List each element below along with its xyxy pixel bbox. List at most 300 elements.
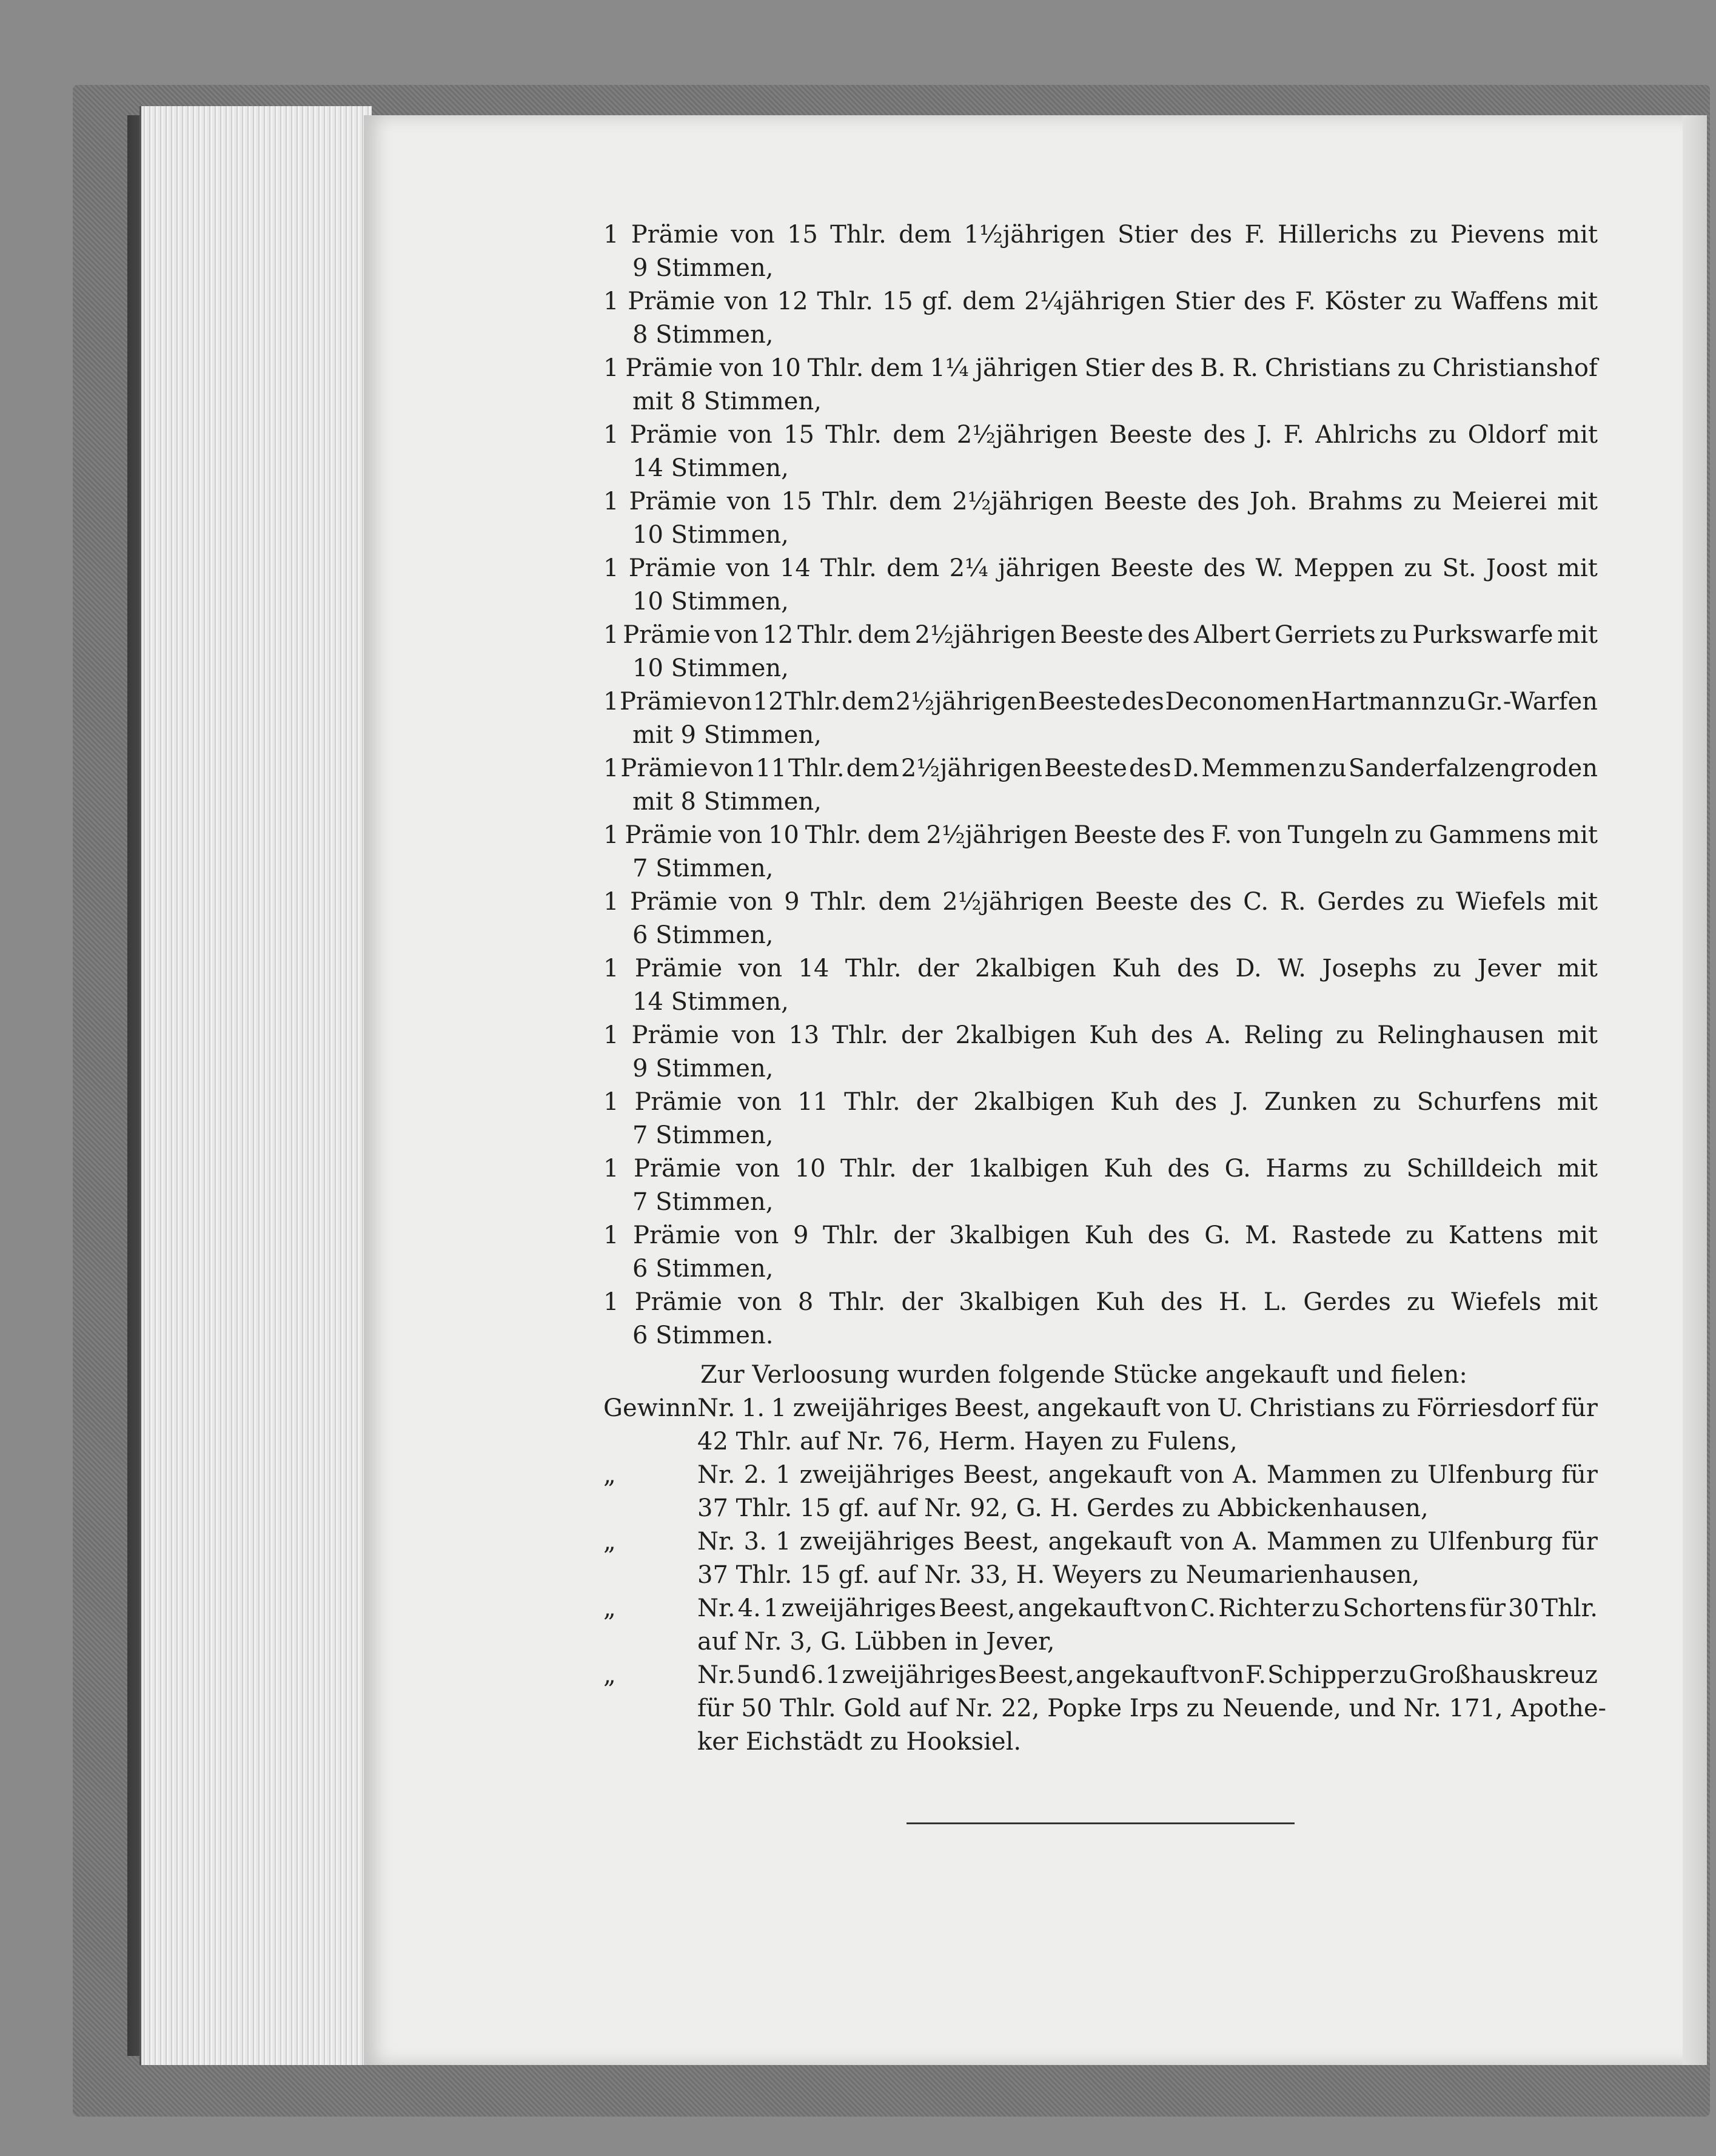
award-votes: mit 9 Stimmen, xyxy=(632,721,822,749)
award-word: mit xyxy=(1557,1088,1598,1116)
prize-word: A. xyxy=(1233,1461,1258,1489)
award-word: 1 xyxy=(603,1021,619,1049)
award-word: von xyxy=(724,287,768,315)
award-word: Prämie xyxy=(634,1088,722,1116)
award-word: des xyxy=(1147,621,1190,649)
award-entry xyxy=(603,352,1598,418)
prize-word: Ulfenburg xyxy=(1427,1528,1553,1556)
award-word: Thlr. xyxy=(845,955,902,982)
award-word: 1 xyxy=(603,888,619,916)
award-word: Reling xyxy=(1244,1021,1324,1049)
award-word: Prämie xyxy=(628,554,716,582)
award-word: J. xyxy=(1256,421,1273,449)
award-word: zu xyxy=(1394,821,1423,849)
award-entry xyxy=(603,218,1598,285)
award-line xyxy=(603,1019,1598,1052)
prize-word: für xyxy=(1561,1461,1598,1489)
award-word: Beeste xyxy=(1095,888,1179,916)
award-word: Thlr. xyxy=(820,554,877,582)
award-word: Kuh xyxy=(1096,1288,1145,1316)
award-word: Prämie xyxy=(625,821,712,849)
award-word: Albert xyxy=(1193,621,1271,649)
prize-word: von xyxy=(1180,1461,1224,1489)
award-word: Meppen xyxy=(1293,554,1395,582)
page-edge xyxy=(1683,115,1707,2065)
prize-word: Beest, xyxy=(963,1461,1040,1489)
award-word: 1 xyxy=(603,1221,619,1249)
award-word: 9 xyxy=(793,1221,809,1249)
award-word: 2½jährigen xyxy=(914,621,1056,649)
prize-word: 1 xyxy=(776,1528,791,1556)
award-word: Christianshof xyxy=(1432,354,1598,382)
award-word: Thlr. xyxy=(829,1288,886,1316)
prize-winner: auf Nr. 3, G. Lübben in Jever, xyxy=(697,1628,1055,1656)
prize-word: Beest, xyxy=(963,1528,1040,1556)
award-entry xyxy=(603,1152,1598,1219)
award-word: J. xyxy=(1233,1088,1248,1116)
award-word: Beeste xyxy=(1037,688,1121,716)
prize-description xyxy=(697,1525,1598,1559)
award-word: zu xyxy=(1318,754,1347,782)
award-word: Sanderfalzengroden xyxy=(1348,754,1598,782)
prize-word: 5 xyxy=(736,1661,752,1689)
prize-word: von xyxy=(1167,1394,1211,1422)
award-word: 2kalbigen xyxy=(973,1088,1094,1116)
award-word: 1 xyxy=(603,688,619,716)
award-word: von xyxy=(714,621,759,649)
award-word: Prämie xyxy=(625,354,713,382)
award-word: Hartmann xyxy=(1311,688,1437,716)
award-word: dem xyxy=(962,287,1016,315)
prize-word: 1 xyxy=(771,1394,787,1422)
award-word: 1 xyxy=(603,955,619,982)
award-votes: 6 Stimmen, xyxy=(632,1255,774,1283)
award-word: Prämie xyxy=(628,287,716,315)
award-word: des xyxy=(1197,488,1240,515)
prize-line xyxy=(603,1459,1598,1492)
award-word: 14 xyxy=(798,955,830,982)
award-word: zu xyxy=(1413,287,1443,315)
award-votes: 10 Stimmen, xyxy=(632,521,789,549)
prize-word: Schortens xyxy=(1342,1594,1467,1622)
award-word: B. xyxy=(1200,354,1226,382)
award-word: Prämie xyxy=(619,688,708,716)
award-line xyxy=(603,619,1598,652)
award-word: zu xyxy=(1433,955,1461,982)
prize-word: Richter xyxy=(1218,1594,1310,1622)
award-word: 1 xyxy=(603,221,619,249)
award-word: Stier xyxy=(1084,354,1145,382)
award-word: 2½jährigen xyxy=(952,488,1094,515)
award-word: 1 xyxy=(603,287,619,315)
prize-word: angekauft xyxy=(1037,1394,1161,1422)
award-word: 9 xyxy=(784,888,800,916)
award-word: des xyxy=(1177,955,1219,982)
award-word: des xyxy=(1122,688,1164,716)
award-word: mit xyxy=(1557,287,1598,315)
prize-word: 4. xyxy=(737,1594,761,1622)
prize-word: Nr. xyxy=(697,1528,736,1556)
award-line xyxy=(603,819,1598,852)
award-word: Joost xyxy=(1486,554,1547,582)
award-word: M. xyxy=(1245,1221,1278,1249)
prize-label: „ xyxy=(603,1594,616,1622)
prize-word: 30 xyxy=(1508,1594,1540,1622)
award-word: Brahms xyxy=(1307,488,1403,515)
award-word: des xyxy=(1128,754,1171,782)
award-word: Jever xyxy=(1477,955,1541,982)
prize-word: zweijähriges xyxy=(793,1394,948,1422)
award-word: 2kalbigen xyxy=(974,955,1096,982)
award-entry xyxy=(603,1019,1598,1086)
award-word: von xyxy=(734,1221,779,1249)
prize-word: und xyxy=(752,1661,800,1689)
prize-word: Ulfenburg xyxy=(1427,1461,1553,1489)
award-word: 3kalbigen xyxy=(949,1221,1071,1249)
award-line xyxy=(603,352,1598,385)
award-word: Thlr. xyxy=(822,488,879,515)
award-word: 1 xyxy=(603,421,619,449)
award-word: Beeste xyxy=(1104,488,1187,515)
prize-word: Beest, xyxy=(997,1661,1074,1689)
award-word: H. xyxy=(1218,1288,1248,1316)
award-word: mit xyxy=(1557,888,1598,916)
prize-word: zu xyxy=(1379,1661,1408,1689)
award-word: 1 xyxy=(603,821,619,849)
award-entry xyxy=(603,1086,1598,1152)
award-word: 1 xyxy=(603,1088,619,1116)
award-word: F. xyxy=(1211,821,1232,849)
award-line xyxy=(603,285,1598,318)
award-word: F. xyxy=(1283,421,1304,449)
award-word: jährigen xyxy=(998,554,1101,582)
prize-description xyxy=(697,1659,1598,1692)
award-word: W. xyxy=(1255,554,1284,582)
award-votes: 7 Stimmen, xyxy=(632,1188,774,1216)
award-word: der xyxy=(901,1021,943,1049)
award-word: 2½jährigen xyxy=(900,754,1042,782)
award-word: Thlr. xyxy=(830,221,886,249)
award-word: der xyxy=(911,1155,953,1183)
award-word: Thlr. xyxy=(797,621,854,649)
prize-winner: 37 Thlr. 15 gf. auf Nr. 33, H. Weyers zu Neumarienhausen, xyxy=(697,1561,1420,1589)
prize-label: „ xyxy=(603,1461,616,1489)
prize-description xyxy=(697,1592,1598,1625)
award-word: Kattens xyxy=(1448,1221,1543,1249)
award-word: Thlr. xyxy=(832,1021,888,1049)
award-line xyxy=(603,1286,1598,1319)
prize-word: Christians xyxy=(1249,1394,1376,1422)
award-word: Stier xyxy=(1175,287,1235,315)
award-word: 2½jährigen xyxy=(942,888,1084,916)
page-stack-edge xyxy=(139,106,372,2065)
award-line xyxy=(603,1219,1598,1252)
award-word: mit xyxy=(1557,1021,1598,1049)
award-word: dem xyxy=(870,354,923,382)
award-word: jährigen xyxy=(975,354,1078,382)
award-word: Schilldeich xyxy=(1406,1155,1543,1183)
award-votes: 14 Stimmen, xyxy=(632,454,789,482)
prize-word: 1. xyxy=(741,1394,765,1422)
prize-winner-cont: ker Eichstädt zu Hooksiel. xyxy=(697,1728,1022,1756)
award-word: Beeste xyxy=(1073,821,1157,849)
award-word: 1 xyxy=(603,488,619,515)
award-word: zu xyxy=(1363,1155,1392,1183)
award-word: Thlr. xyxy=(823,1221,879,1249)
award-line xyxy=(603,218,1598,252)
award-word: der xyxy=(901,1288,943,1316)
award-word: Beeste xyxy=(1060,621,1144,649)
award-word: Meierei xyxy=(1452,488,1547,515)
award-word: Kuh xyxy=(1089,1021,1138,1049)
award-word: Rastede xyxy=(1292,1221,1392,1249)
award-word: 3kalbigen xyxy=(959,1288,1080,1316)
award-word: Relinghausen xyxy=(1377,1021,1545,1049)
prize-word: C. xyxy=(1190,1594,1216,1622)
award-word: von xyxy=(736,1155,780,1183)
prize-list xyxy=(603,1392,1607,1759)
award-word: 1 xyxy=(603,354,619,382)
award-word: von xyxy=(731,221,775,249)
award-word: von xyxy=(726,554,770,582)
lottery-heading: Zur Verloosung wurden folgende Stücke angekauft und fielen: xyxy=(700,1361,1467,1389)
award-word: 1¼ xyxy=(930,354,969,382)
award-word: L. xyxy=(1263,1288,1288,1316)
prize-word: für xyxy=(1561,1394,1598,1422)
award-word: mit xyxy=(1557,421,1598,449)
award-word: Thlr. xyxy=(807,354,864,382)
award-word: dem xyxy=(857,621,911,649)
award-word: des xyxy=(1190,221,1233,249)
award-entry xyxy=(603,752,1598,819)
award-word: zu xyxy=(1397,354,1426,382)
award-entry xyxy=(603,685,1598,752)
prize-word: 1 xyxy=(763,1594,779,1622)
award-word: Beeste xyxy=(1109,421,1193,449)
award-word: des xyxy=(1160,1288,1203,1316)
award-word: mit xyxy=(1557,621,1598,649)
award-word: des xyxy=(1162,821,1205,849)
prize-word: angekauft xyxy=(1048,1528,1172,1556)
award-word: dem xyxy=(899,221,952,249)
award-word: mit xyxy=(1557,821,1598,849)
award-word: Thlr. xyxy=(817,287,874,315)
prize-word: A. xyxy=(1233,1528,1258,1556)
award-word: Thlr. xyxy=(811,888,867,916)
award-word: Kuh xyxy=(1110,1088,1159,1116)
award-word: von xyxy=(738,1288,782,1316)
award-word: des xyxy=(1203,421,1246,449)
award-word: Prämie xyxy=(633,1221,721,1249)
award-word: Stier xyxy=(1118,221,1178,249)
award-word: Beeste xyxy=(1044,754,1127,782)
closing-rule xyxy=(907,1822,1295,1824)
award-word: der xyxy=(916,1088,958,1116)
award-word: mit xyxy=(1557,488,1598,515)
award-list xyxy=(603,218,1598,1352)
award-word: Prämie xyxy=(633,1155,722,1183)
award-entry xyxy=(603,285,1598,352)
prize-word: zweijähriges xyxy=(799,1461,955,1489)
prize-entry xyxy=(603,1392,1598,1459)
award-word: Thlr. xyxy=(825,421,882,449)
prize-description xyxy=(697,1459,1598,1492)
prize-word: zweijähriges xyxy=(842,1661,997,1689)
award-word: mit xyxy=(1557,554,1598,582)
award-word: 12 xyxy=(762,621,794,649)
prize-word: für xyxy=(1561,1528,1598,1556)
award-word: R. xyxy=(1232,354,1258,382)
award-word: Prämie xyxy=(634,1288,722,1316)
award-word: 1½jährigen xyxy=(964,221,1105,249)
award-votes: 8 Stimmen, xyxy=(632,321,774,349)
award-word: 15 xyxy=(783,421,814,449)
award-word: Gerdes xyxy=(1303,1288,1391,1316)
award-word: W. xyxy=(1278,955,1307,982)
award-word: des xyxy=(1167,1155,1210,1183)
award-word: des xyxy=(1151,354,1194,382)
award-word: 1kalbigen xyxy=(968,1155,1089,1183)
award-word: G. xyxy=(1224,1155,1251,1183)
award-word: Tungeln xyxy=(1287,821,1389,849)
award-line xyxy=(603,418,1598,452)
award-word: zu xyxy=(1404,554,1433,582)
award-entry xyxy=(603,418,1598,485)
award-word: 2½jährigen xyxy=(895,688,1037,716)
prize-word: F. xyxy=(1245,1661,1267,1689)
award-word: Harms xyxy=(1265,1155,1349,1183)
award-word: von xyxy=(1238,821,1282,849)
award-word: Gr.-Warfen xyxy=(1467,688,1598,716)
award-word: Pievens xyxy=(1450,221,1545,249)
award-word: mit xyxy=(1557,1155,1598,1183)
award-word: der xyxy=(893,1221,935,1249)
award-word: Waffens xyxy=(1451,287,1549,315)
award-entry xyxy=(603,552,1598,619)
prize-word: angekauft xyxy=(1017,1594,1142,1622)
award-word: Kuh xyxy=(1084,1221,1134,1249)
award-word: Gerdes xyxy=(1317,888,1405,916)
prize-word: von xyxy=(1200,1661,1244,1689)
award-word: F. xyxy=(1295,287,1316,315)
award-word: 11 xyxy=(756,754,786,782)
award-word: zu xyxy=(1428,421,1457,449)
award-word: 1 xyxy=(603,754,619,782)
award-word: 1 xyxy=(603,1155,619,1183)
award-word: von xyxy=(709,754,754,782)
award-word: 10 xyxy=(794,1155,826,1183)
award-word: 10 xyxy=(768,821,799,849)
award-word: Köster xyxy=(1324,287,1405,315)
award-word: Prämie xyxy=(629,421,718,449)
award-word: des xyxy=(1189,888,1232,916)
award-entry xyxy=(603,485,1598,552)
award-line xyxy=(603,552,1598,585)
prize-word: Nr. xyxy=(697,1394,736,1422)
award-line xyxy=(603,952,1598,986)
award-word: 2½jährigen xyxy=(926,821,1068,849)
award-word: zu xyxy=(1409,221,1438,249)
prize-word: 3. xyxy=(743,1528,767,1556)
award-word: des xyxy=(1175,1088,1218,1116)
award-votes: 10 Stimmen, xyxy=(632,588,789,616)
award-word: des xyxy=(1150,1021,1193,1049)
prize-winner: 37 Thlr. 15 gf. auf Nr. 92, G. H. Gerdes zu Abbickenhausen, xyxy=(697,1494,1429,1522)
award-word: Christians xyxy=(1264,354,1391,382)
award-word: Prämie xyxy=(630,888,718,916)
award-word: R. xyxy=(1279,888,1306,916)
prize-line xyxy=(603,1525,1598,1559)
award-word: dem xyxy=(893,421,946,449)
prize-label: Gewinn xyxy=(603,1394,697,1422)
prize-line xyxy=(603,1592,1598,1625)
award-word: Deconomen xyxy=(1165,688,1310,716)
award-word: Purkswarfe xyxy=(1412,621,1553,649)
prize-line xyxy=(603,1392,1598,1425)
award-line xyxy=(603,485,1598,519)
award-word: von xyxy=(718,821,763,849)
prize-entry xyxy=(603,1459,1598,1525)
award-word: Beeste xyxy=(1110,554,1194,582)
prize-word: Großhauskreuz xyxy=(1409,1661,1598,1689)
award-word: des xyxy=(1147,1221,1190,1249)
award-word: des xyxy=(1203,554,1246,582)
prize-entry xyxy=(603,1592,1598,1659)
award-word: von xyxy=(728,888,773,916)
award-line xyxy=(603,752,1598,785)
award-word: zu xyxy=(1407,1288,1435,1316)
award-word: Wiefels xyxy=(1455,888,1546,916)
award-votes: 14 Stimmen, xyxy=(632,988,789,1016)
award-entry xyxy=(603,619,1598,685)
prize-word: Mammen xyxy=(1266,1528,1382,1556)
award-word: Kuh xyxy=(1104,1155,1153,1183)
prize-entry xyxy=(603,1659,1607,1759)
award-line xyxy=(603,885,1598,919)
prize-word: 2. xyxy=(743,1461,767,1489)
award-word: 11 xyxy=(797,1088,829,1116)
prize-winner: für 50 Thlr. Gold auf Nr. 22, Popke Irps zu Neuende, und Nr. 171, Apothe- xyxy=(697,1694,1607,1722)
prize-word: 1 xyxy=(776,1461,791,1489)
award-word: 1 xyxy=(603,621,619,649)
award-word: 1 xyxy=(603,1288,619,1316)
award-word: Thlr. xyxy=(840,1155,897,1183)
award-word: 12 xyxy=(777,287,808,315)
award-word: Oldorf xyxy=(1467,421,1546,449)
award-word: D. xyxy=(1235,955,1262,982)
award-word: gf. xyxy=(922,287,954,315)
award-word: 15 xyxy=(882,287,913,315)
award-word: F. xyxy=(1244,221,1265,249)
award-votes: 10 Stimmen, xyxy=(632,654,789,682)
award-word: Hillerichs xyxy=(1277,221,1398,249)
award-word: zu xyxy=(1379,621,1409,649)
award-word: zu xyxy=(1372,1088,1401,1116)
award-word: Thlr. xyxy=(805,821,862,849)
award-word: des xyxy=(1243,287,1286,315)
prize-entry xyxy=(603,1525,1598,1592)
award-word: Prämie xyxy=(634,955,723,982)
prize-label: „ xyxy=(603,1528,616,1556)
prize-word: angekauft xyxy=(1075,1661,1199,1689)
prize-winner: 42 Thlr. auf Nr. 76, Herm. Hayen zu Fulens, xyxy=(697,1428,1238,1456)
award-word: mit xyxy=(1557,1288,1598,1316)
prize-word: 6. xyxy=(800,1661,825,1689)
award-word: zu xyxy=(1336,1021,1365,1049)
prize-word: von xyxy=(1180,1528,1224,1556)
prize-word: Thlr. xyxy=(1541,1594,1598,1622)
award-word: 10 xyxy=(769,354,801,382)
